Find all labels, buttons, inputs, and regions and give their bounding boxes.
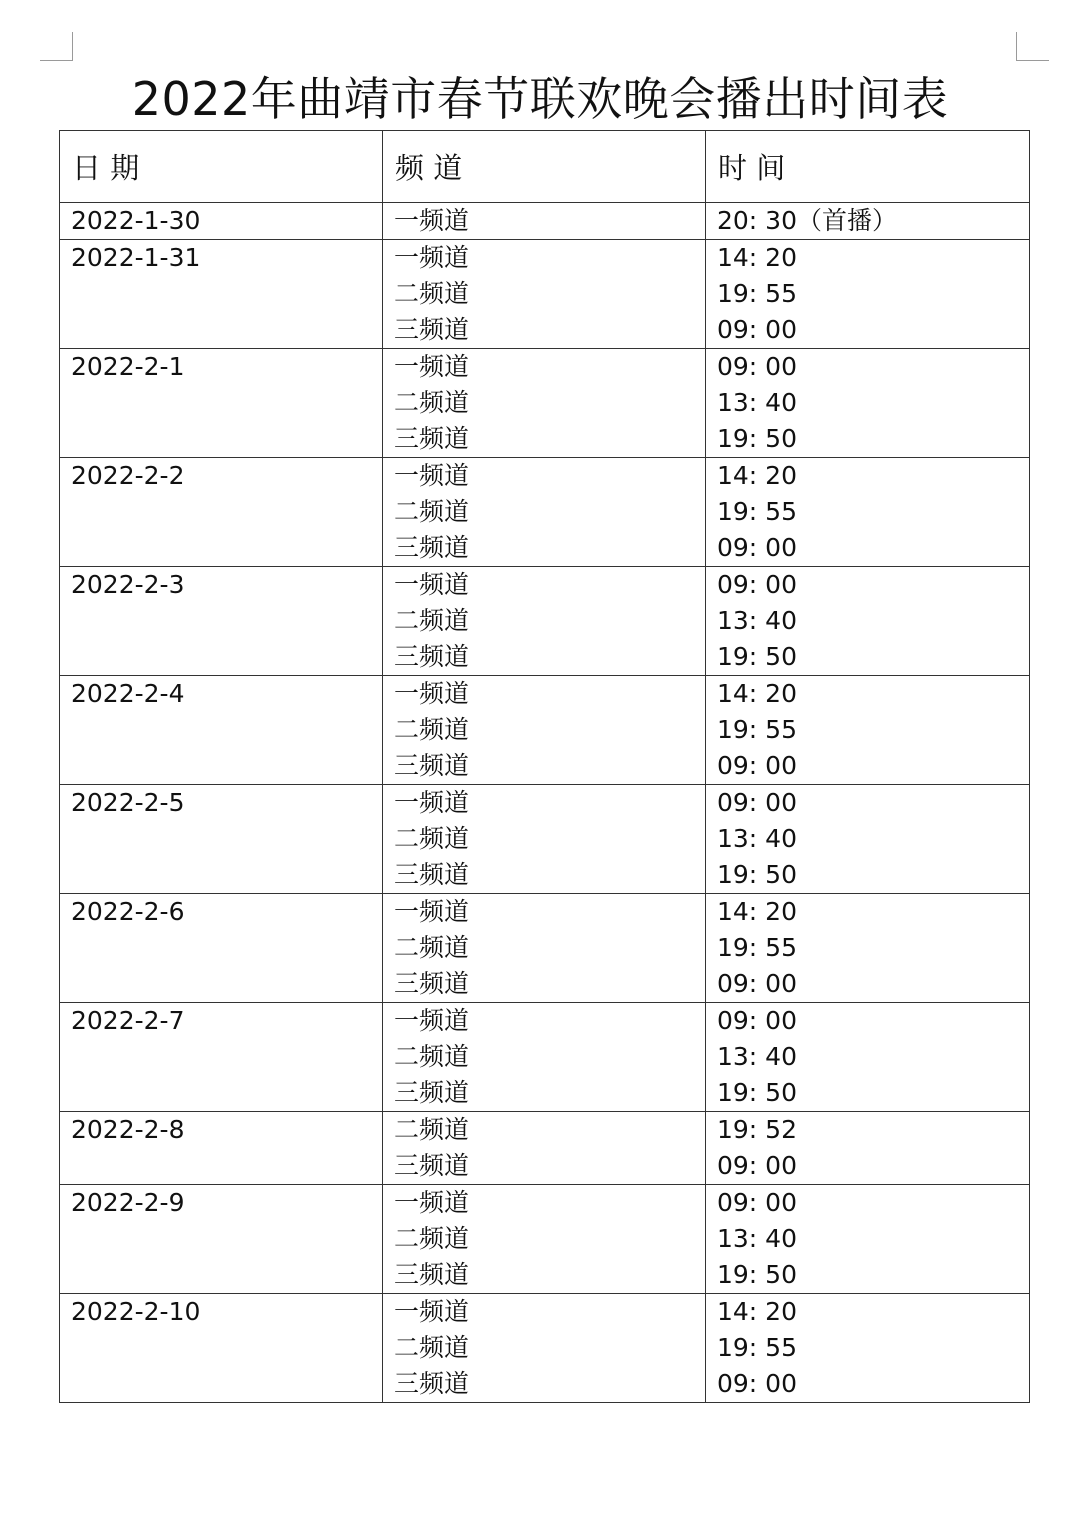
date-value: 2022-2-10 [71,1297,201,1326]
time-value: 14: 20 [717,679,797,708]
date-cell [60,1294,383,1403]
channel-value: 三频道 [394,533,470,562]
channel-cell [383,203,706,240]
time-value: 19: 52 [717,1115,797,1144]
channel-value: 一频道 [394,206,470,235]
channel-value: 三频道 [394,642,470,671]
date-value: 2022-2-4 [71,679,185,708]
date-cell [60,1112,383,1185]
channel-value: 二频道 [394,497,470,526]
channel-cell [383,1185,706,1294]
channel-value: 二频道 [394,1333,470,1362]
time-value: 09: 00 [717,315,797,344]
channel-value: 三频道 [394,969,470,998]
channel-value: 二频道 [394,606,470,635]
time-value: 19: 50 [717,1078,797,1107]
channel-cell [383,567,706,676]
date-value: 2022-2-5 [71,788,185,817]
table-row [60,1003,1030,1112]
channel-value: 二频道 [394,279,470,308]
channel-value: 一频道 [394,461,470,490]
time-cell [706,1112,1030,1185]
date-cell [60,676,383,785]
time-cell [706,458,1030,567]
time-value: 13: 40 [717,1042,797,1071]
channel-value: 三频道 [394,424,470,453]
table-row [60,240,1030,349]
table-header-row [60,131,1030,203]
time-value: 09: 00 [717,533,797,562]
header-time: 时 间 [706,131,1030,203]
channel-value: 一频道 [394,788,470,817]
time-value: 19: 50 [717,1260,797,1289]
time-value: 20: 30（首播） [717,206,897,235]
time-value: 14: 20 [717,897,797,926]
table-row [60,894,1030,1003]
time-value: 19: 50 [717,642,797,671]
time-value: 19: 55 [717,497,797,526]
document-title: 2022年曲靖市春节联欢晚会播出时间表 [131,72,949,126]
channel-value: 三频道 [394,1151,470,1180]
channel-value: 一频道 [394,243,470,272]
header-channel: 频 道 [383,131,706,203]
table-row [60,349,1030,458]
date-cell [60,785,383,894]
time-cell [706,1003,1030,1112]
time-value: 19: 55 [717,1333,797,1362]
time-cell [706,567,1030,676]
time-value: 19: 55 [717,933,797,962]
channel-value: 一频道 [394,1006,470,1035]
time-value: 13: 40 [717,824,797,853]
channel-cell [383,676,706,785]
table-row [60,458,1030,567]
time-value: 13: 40 [717,606,797,635]
time-cell [706,203,1030,240]
page-corner-mark-top-left [40,32,73,61]
table-row [60,203,1030,240]
channel-value: 二频道 [394,715,470,744]
date-value: 2022-2-8 [71,1115,185,1144]
time-cell [706,1185,1030,1294]
channel-value: 三频道 [394,1260,470,1289]
channel-value: 三频道 [394,315,470,344]
table-row [60,785,1030,894]
channel-cell [383,458,706,567]
channel-value: 二频道 [394,1042,470,1071]
time-cell [706,894,1030,1003]
time-value: 09: 00 [717,570,797,599]
time-value: 13: 40 [717,388,797,417]
time-cell [706,785,1030,894]
date-cell [60,240,383,349]
time-value: 14: 20 [717,243,797,272]
time-cell [706,349,1030,458]
date-value: 2022-1-31 [71,243,201,272]
date-cell [60,567,383,676]
time-cell [706,676,1030,785]
date-value: 2022-2-7 [71,1006,185,1035]
channel-value: 二频道 [394,1115,470,1144]
time-value: 09: 00 [717,751,797,780]
date-cell [60,1185,383,1294]
date-cell [60,894,383,1003]
table-row [60,676,1030,785]
time-value: 09: 00 [717,1006,797,1035]
date-cell [60,458,383,567]
channel-value: 三频道 [394,751,470,780]
time-value: 13: 40 [717,1224,797,1253]
channel-value: 一频道 [394,570,470,599]
channel-value: 三频道 [394,1369,470,1398]
channel-cell [383,894,706,1003]
channel-cell [383,1294,706,1403]
time-value: 19: 55 [717,279,797,308]
channel-value: 三频道 [394,1078,470,1107]
date-cell [60,203,383,240]
channel-value: 二频道 [394,388,470,417]
time-value: 09: 00 [717,1151,797,1180]
header-date: 日 期 [60,131,383,203]
channel-value: 一频道 [394,1297,470,1326]
date-cell [60,349,383,458]
channel-value: 二频道 [394,824,470,853]
date-value: 2022-2-3 [71,570,185,599]
date-value: 2022-2-6 [71,897,185,926]
channel-value: 三频道 [394,860,470,889]
time-value: 09: 00 [717,1188,797,1217]
time-value: 09: 00 [717,352,797,381]
time-value: 14: 20 [717,461,797,490]
table-row [60,1185,1030,1294]
time-value: 14: 20 [717,1297,797,1326]
channel-value: 一频道 [394,679,470,708]
channel-value: 二频道 [394,1224,470,1253]
channel-value: 一频道 [394,1188,470,1217]
time-value: 19: 50 [717,860,797,889]
channel-value: 二频道 [394,933,470,962]
channel-cell [383,1003,706,1112]
time-value: 09: 00 [717,788,797,817]
date-value: 2022-1-30 [71,206,201,235]
time-cell [706,1294,1030,1403]
date-value: 2022-2-2 [71,461,185,490]
channel-cell [383,785,706,894]
table-row [60,1294,1030,1403]
channel-value: 一频道 [394,352,470,381]
table-body [60,203,1030,1403]
date-cell [60,1003,383,1112]
channel-cell [383,1112,706,1185]
date-value: 2022-2-9 [71,1188,185,1217]
table-row [60,567,1030,676]
channel-value: 一频道 [394,897,470,926]
broadcast-schedule-table [59,130,1030,1403]
time-value: 19: 50 [717,424,797,453]
page-corner-mark-top-right [1016,32,1049,61]
time-value: 09: 00 [717,1369,797,1398]
table-row [60,1112,1030,1185]
channel-cell [383,349,706,458]
time-cell [706,240,1030,349]
channel-cell [383,240,706,349]
time-value: 09: 00 [717,969,797,998]
time-value: 19: 55 [717,715,797,744]
date-value: 2022-2-1 [71,352,185,381]
